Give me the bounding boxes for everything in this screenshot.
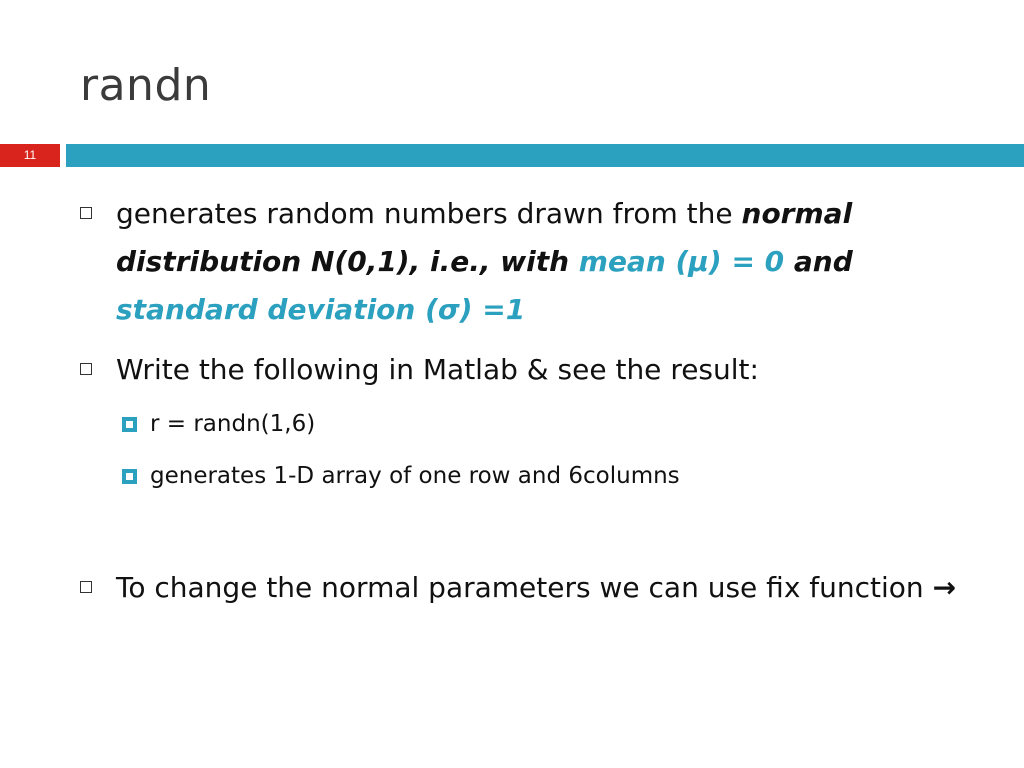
- hollow-square-bullet-icon: [80, 207, 92, 219]
- bullet-write-in-matlab: [80, 346, 960, 394]
- bullet-text: [116, 564, 960, 612]
- slide-title: randn: [80, 60, 212, 111]
- bullet-text-part-4: and: [784, 245, 853, 278]
- sub-bullet-text: r = randn(1,6): [150, 411, 316, 437]
- filled-square-bullet-icon: [122, 469, 137, 484]
- filled-square-bullet-icon: [122, 417, 137, 432]
- bullet-text-body: To change the normal parameters we can use fix function: [116, 571, 933, 604]
- sub-bullet-array-description: [122, 458, 942, 494]
- bullet-normal-distribution: [80, 190, 960, 334]
- header-accent-bar: [66, 144, 1024, 167]
- slide-number-badge: 11: [0, 144, 60, 167]
- bullet-change-parameters: [80, 564, 960, 612]
- sub-bullet-text: generates 1-D array of one row and 6columns: [150, 463, 680, 489]
- right-arrow-icon: →: [932, 571, 957, 604]
- mean-text: mean (μ) = 0: [578, 245, 785, 278]
- hollow-square-bullet-icon: [80, 363, 92, 375]
- standard-deviation-text: standard deviation (σ) =1: [116, 293, 526, 326]
- bullet-text: Write the following in Matlab & see the result:: [116, 353, 759, 386]
- bullet-text-part-1: generates random numbers drawn from the: [116, 197, 742, 230]
- hollow-square-bullet-icon: [80, 581, 92, 593]
- bullet-text-part-2: normal distribution N(0,1), i.e., with: [116, 197, 853, 278]
- bullet-text: [116, 190, 960, 334]
- sub-bullet-randn-command: [122, 406, 942, 442]
